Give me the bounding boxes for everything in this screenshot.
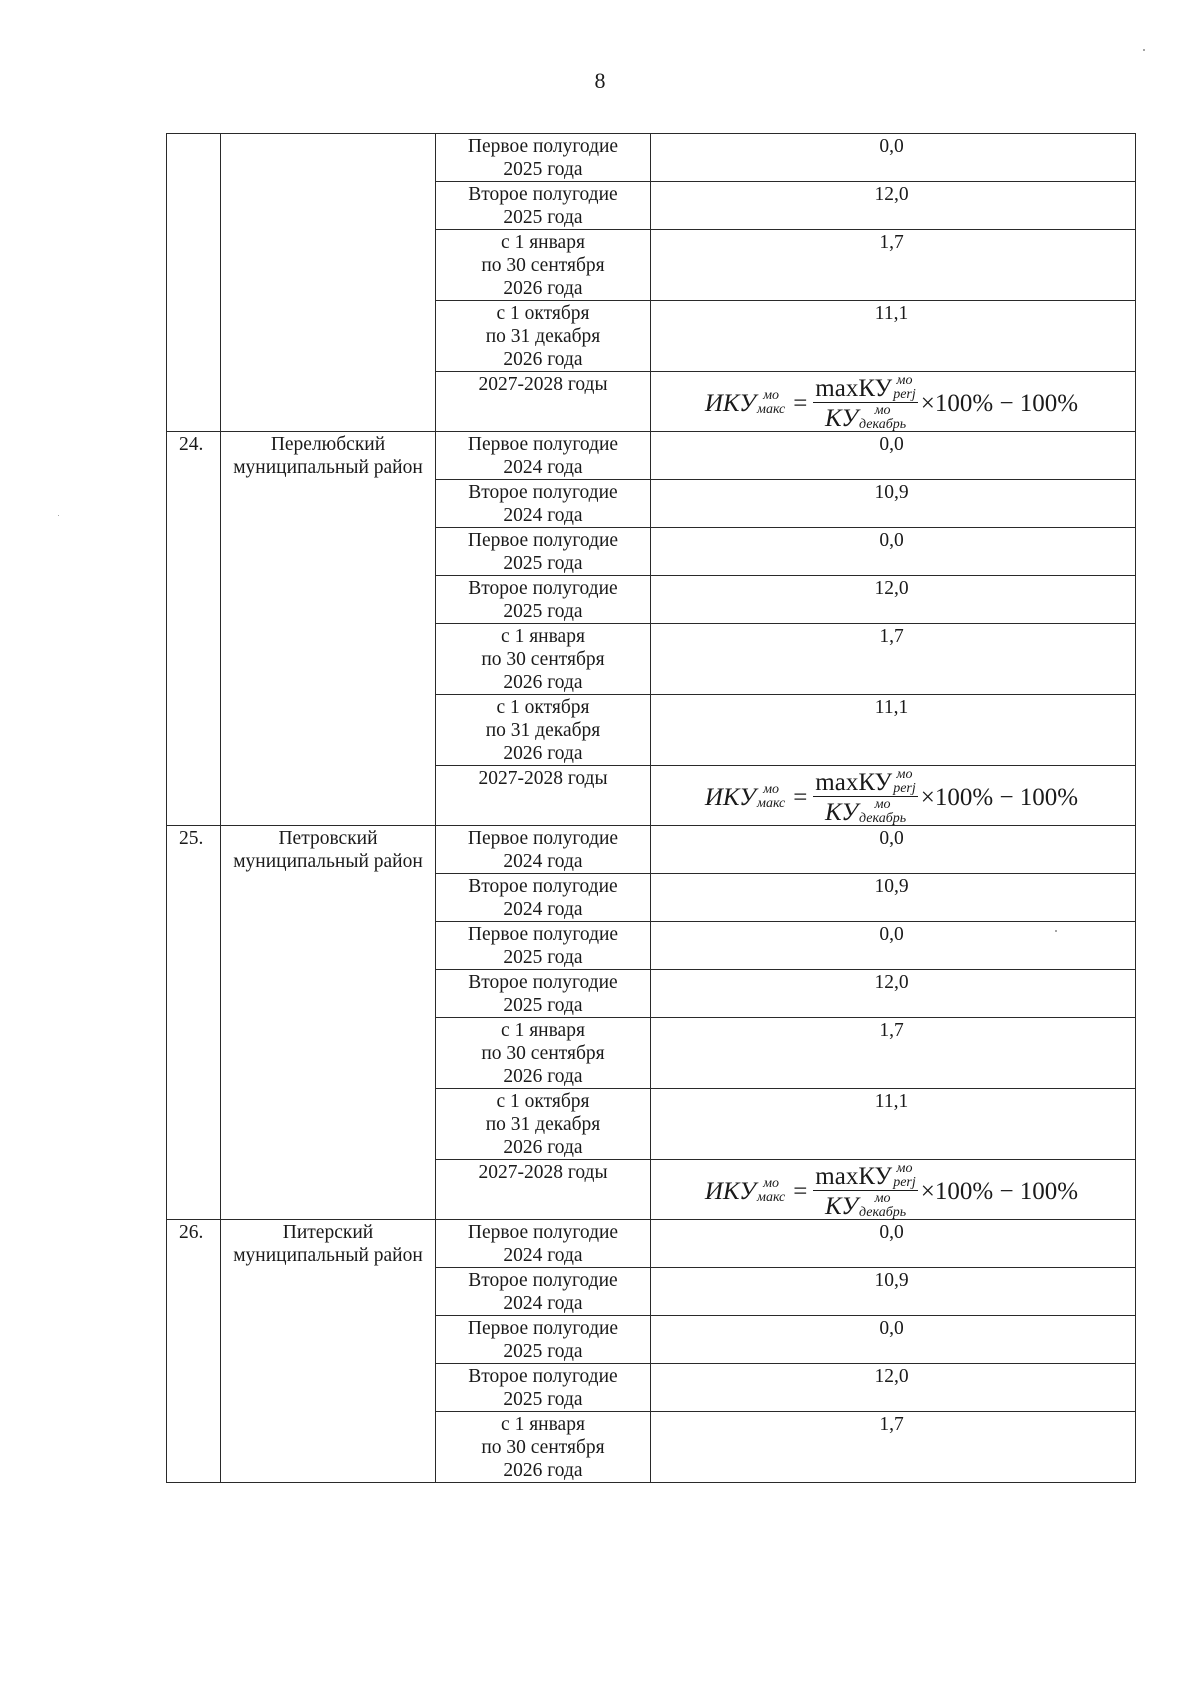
formula-den-indices: [859, 798, 906, 826]
formula-equals: =: [793, 1177, 808, 1205]
page-number: 8: [594, 68, 606, 93]
formula-equals: =: [793, 389, 808, 417]
period-cell: Первое полугодие 2025 года: [436, 922, 651, 970]
period-cell: Первое полугодие 2024 года: [436, 432, 651, 480]
formula-fraction: [813, 1162, 917, 1220]
tariff-index-formula: [651, 375, 1132, 431]
period-cell: Второе полугодие 2025 года: [436, 1364, 651, 1412]
formula-fraction: [813, 768, 917, 826]
formula-den-indices: [859, 404, 906, 432]
district-name: Петровский муниципальный район: [221, 826, 436, 1220]
value-cell: 0,0: [651, 1316, 1136, 1364]
period-cell: с 1 октября по 31 декабря 2026 года: [436, 695, 651, 766]
value-cell: 0,0: [651, 826, 1136, 874]
formula-denominator: [825, 797, 906, 826]
value-cell: 12,0: [651, 182, 1136, 230]
period-cell: с 1 января по 30 сентября 2026 года: [436, 230, 651, 301]
formula-num-sub: perj: [893, 1175, 916, 1190]
formula-denominator: [825, 403, 906, 432]
formula-num-sub: perj: [893, 387, 916, 402]
tariff-table: [166, 133, 1136, 1483]
value-cell: 1,7: [651, 624, 1136, 695]
district-number: 25.: [167, 826, 221, 1220]
scan-speck: [1055, 930, 1057, 932]
value-cell: 11,1: [651, 1089, 1136, 1160]
formula-tail: ×100% − 100%: [920, 783, 1079, 811]
value-cell: 1,7: [651, 230, 1136, 301]
formula-den-sup: мо: [874, 403, 891, 418]
period-cell: Второе полугодие 2025 года: [436, 970, 651, 1018]
formula-numerator: [813, 768, 917, 797]
formula-den-sup: мо: [874, 797, 891, 812]
period-cell: с 1 января по 30 сентября 2026 года: [436, 1018, 651, 1089]
period-cell: с 1 января по 30 сентября 2026 года: [436, 624, 651, 695]
district-number: 24.: [167, 432, 221, 826]
district-number: 26.: [167, 1220, 221, 1483]
formula-lhs-sup: мо: [763, 1176, 780, 1191]
formula-lhs-sub: макс: [757, 402, 786, 417]
value-cell: 11,1: [651, 301, 1136, 372]
formula-lhs: ИКУ: [704, 389, 757, 417]
formula-numerator: [813, 1162, 917, 1191]
value-cell: [651, 766, 1136, 826]
formula-num-indices: [893, 768, 916, 796]
formula-den-sub: декабрь: [859, 1205, 907, 1220]
value-cell: [651, 372, 1136, 432]
formula-num-main: maxКУ: [815, 768, 893, 796]
formula-denominator: [825, 1191, 906, 1220]
value-cell: 1,7: [651, 1018, 1136, 1089]
formula-den-indices: [859, 1192, 906, 1220]
period-cell: с 1 октября по 31 декабря 2026 года: [436, 1089, 651, 1160]
tariff-index-formula: [651, 1163, 1132, 1219]
formula-lhs: ИКУ: [704, 1177, 757, 1205]
formula-fraction: [813, 374, 917, 432]
district-name: Перелюбский муниципальный район: [221, 432, 436, 826]
formula-num-main: maxКУ: [815, 374, 893, 402]
value-cell: [651, 1160, 1136, 1220]
formula-num-main: maxКУ: [815, 1162, 893, 1190]
formula-lhs-sub: макс: [757, 796, 786, 811]
value-cell: 0,0: [651, 432, 1136, 480]
formula-den-main: КУ: [824, 404, 859, 432]
period-cell: Второе полугодие 2024 года: [436, 874, 651, 922]
value-cell: 10,9: [651, 874, 1136, 922]
table-row: [167, 826, 1136, 874]
period-cell: Второе полугодие 2024 года: [436, 480, 651, 528]
formula-lhs-indices: [757, 1177, 785, 1205]
formula-lhs-sup: мо: [763, 388, 780, 403]
value-cell: 12,0: [651, 970, 1136, 1018]
scan-speck: [58, 515, 59, 516]
period-cell: Первое полугодие 2024 года: [436, 826, 651, 874]
formula-den-sup: мо: [874, 1191, 891, 1206]
formula-num-sup: мо: [896, 1161, 913, 1176]
district-number: [167, 134, 221, 432]
formula-numerator: [813, 374, 917, 403]
district-name: [221, 134, 436, 432]
formula-den-main: КУ: [824, 798, 859, 826]
formula-num-sup: мо: [896, 767, 913, 782]
period-cell: Первое полугодие 2025 года: [436, 134, 651, 182]
value-cell: 11,1: [651, 695, 1136, 766]
value-cell: 12,0: [651, 576, 1136, 624]
period-cell: 2027-2028 годы: [436, 1160, 651, 1220]
value-cell: 0,0: [651, 528, 1136, 576]
scan-speck: [1143, 49, 1145, 51]
value-cell: 1,7: [651, 1412, 1136, 1483]
formula-den-sub: декабрь: [859, 417, 907, 432]
value-cell: 0,0: [651, 134, 1136, 182]
period-cell: Первое полугодие 2024 года: [436, 1220, 651, 1268]
period-cell: 2027-2028 годы: [436, 372, 651, 432]
formula-num-indices: [893, 374, 916, 402]
formula-lhs-indices: [757, 389, 785, 417]
formula-lhs: ИКУ: [704, 783, 757, 811]
formula-den-main: КУ: [824, 1192, 859, 1220]
district-name: Питерский муниципальный район: [221, 1220, 436, 1483]
period-cell: Второе полугодие 2025 года: [436, 182, 651, 230]
formula-num-indices: [893, 1162, 916, 1190]
value-cell: 10,9: [651, 1268, 1136, 1316]
formula-lhs-indices: [757, 783, 785, 811]
formula-num-sup: мо: [896, 373, 913, 388]
table-row: [167, 1220, 1136, 1268]
period-cell: Первое полугодие 2025 года: [436, 528, 651, 576]
table-row: [167, 432, 1136, 480]
tariff-index-formula: [651, 769, 1132, 825]
value-cell: 0,0: [651, 1220, 1136, 1268]
formula-den-sub: декабрь: [859, 811, 907, 826]
period-cell: Второе полугодие 2024 года: [436, 1268, 651, 1316]
period-cell: 2027-2028 годы: [436, 766, 651, 826]
formula-equals: =: [793, 783, 808, 811]
period-cell: Первое полугодие 2025 года: [436, 1316, 651, 1364]
formula-lhs-sup: мо: [763, 782, 780, 797]
formula-lhs-sub: макс: [757, 1190, 786, 1205]
value-cell: 10,9: [651, 480, 1136, 528]
formula-tail: ×100% − 100%: [920, 389, 1079, 417]
value-cell: 12,0: [651, 1364, 1136, 1412]
value-cell: 0,0: [651, 922, 1136, 970]
formula-tail: ×100% − 100%: [920, 1177, 1079, 1205]
formula-num-sub: perj: [893, 781, 916, 796]
period-cell: с 1 октября по 31 декабря 2026 года: [436, 301, 651, 372]
table-row: [167, 134, 1136, 182]
period-cell: Второе полугодие 2025 года: [436, 576, 651, 624]
period-cell: с 1 января по 30 сентября 2026 года: [436, 1412, 651, 1483]
